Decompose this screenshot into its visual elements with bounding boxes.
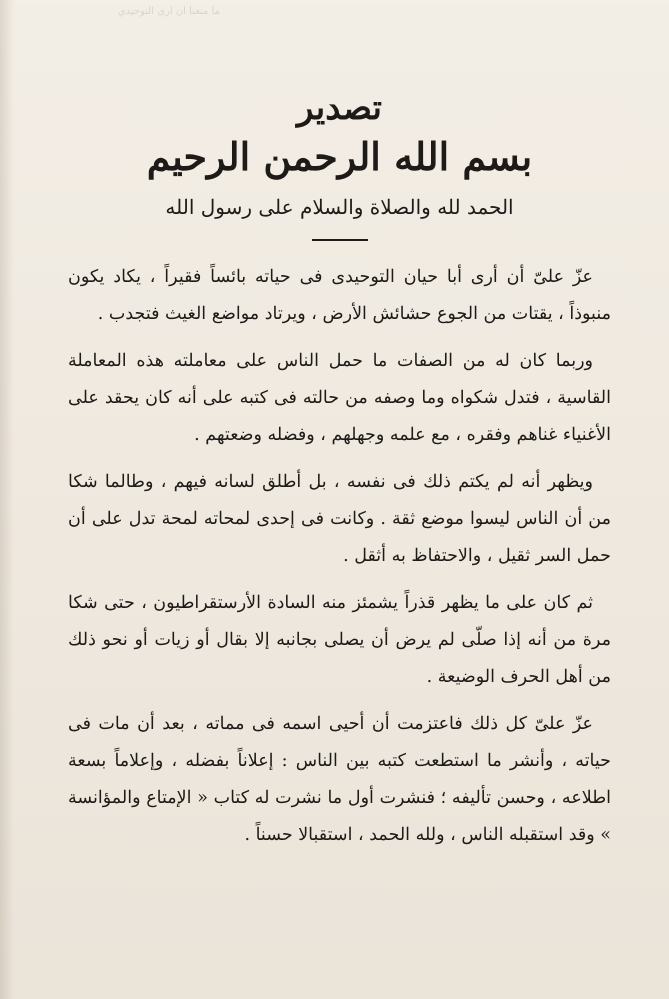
paragraph-3: ويظهر أنه لم يكتم ذلك فى نفسه ، بل أطلق لسانه فيهم ، وطالما شكا من أن الناس ليسوا موضع ثقة . وكانت فى إحدى لمحاته لمحة تدل على أن حمل السر ثقيل ، والاحتفاظ به أثقل .	[68, 472, 611, 566]
basmala: بسم الله الرحمن الرحيم	[146, 134, 533, 179]
page-title: تصدير	[296, 88, 383, 128]
divider	[312, 239, 368, 241]
paragraph-1: عزّ علىّ أن أرى أبا حيان التوحيدى فى حياته بائساً فقيراً ، يكاد يكون منبوذاً ، يقتات من الجوع حشائش الأرض ، ويرتاد مواضع الغيث فتجدب .	[68, 267, 611, 324]
paragraph-4: ثم كان على ما يظهر قذراً يشمئز منه السادة الأرستقراطيون ، حتى شكا مرة من أنه إذا صلّى لم يرض أن يصلى بجانبه إلا بقال أو زيات أو نحو ذلك من أهل الحرف الوضيعة .	[68, 593, 611, 687]
subtitle: الحمد لله والصلاة والسلام على رسول الله	[165, 195, 514, 219]
paragraph-2: وربما كان له من الصفات ما حمل الناس على معاملته هذه المعاملة القاسية ، فتدل شكواه وما وصفه من حالته فى كتبه على أنه كان يحقد على الأغنياء غناهم وفقره ، مع علمه وجهلهم ، وفضله وضعتهم .	[68, 351, 611, 445]
bleed-through-text: ما منعنا أن أرى التوحيدي	[117, 6, 220, 17]
paragraph-5: عزّ علىّ كل ذلك فاعتزمت أن أحيى اسمه فى مماته ، بعد أن مات فى حياته ، وأنشر ما استطعت كتبه بين الناس : إعلاناً بفضله ، وإعلاماً بسعة اطلاعه ، وحسن تأليفه ؛ فنشرت أول ما نشرت له كتاب « الإمتاع والمؤانسة » وقد استقبله الناس ، ولله الحمد ، استقبالا حسناً .	[68, 714, 611, 845]
